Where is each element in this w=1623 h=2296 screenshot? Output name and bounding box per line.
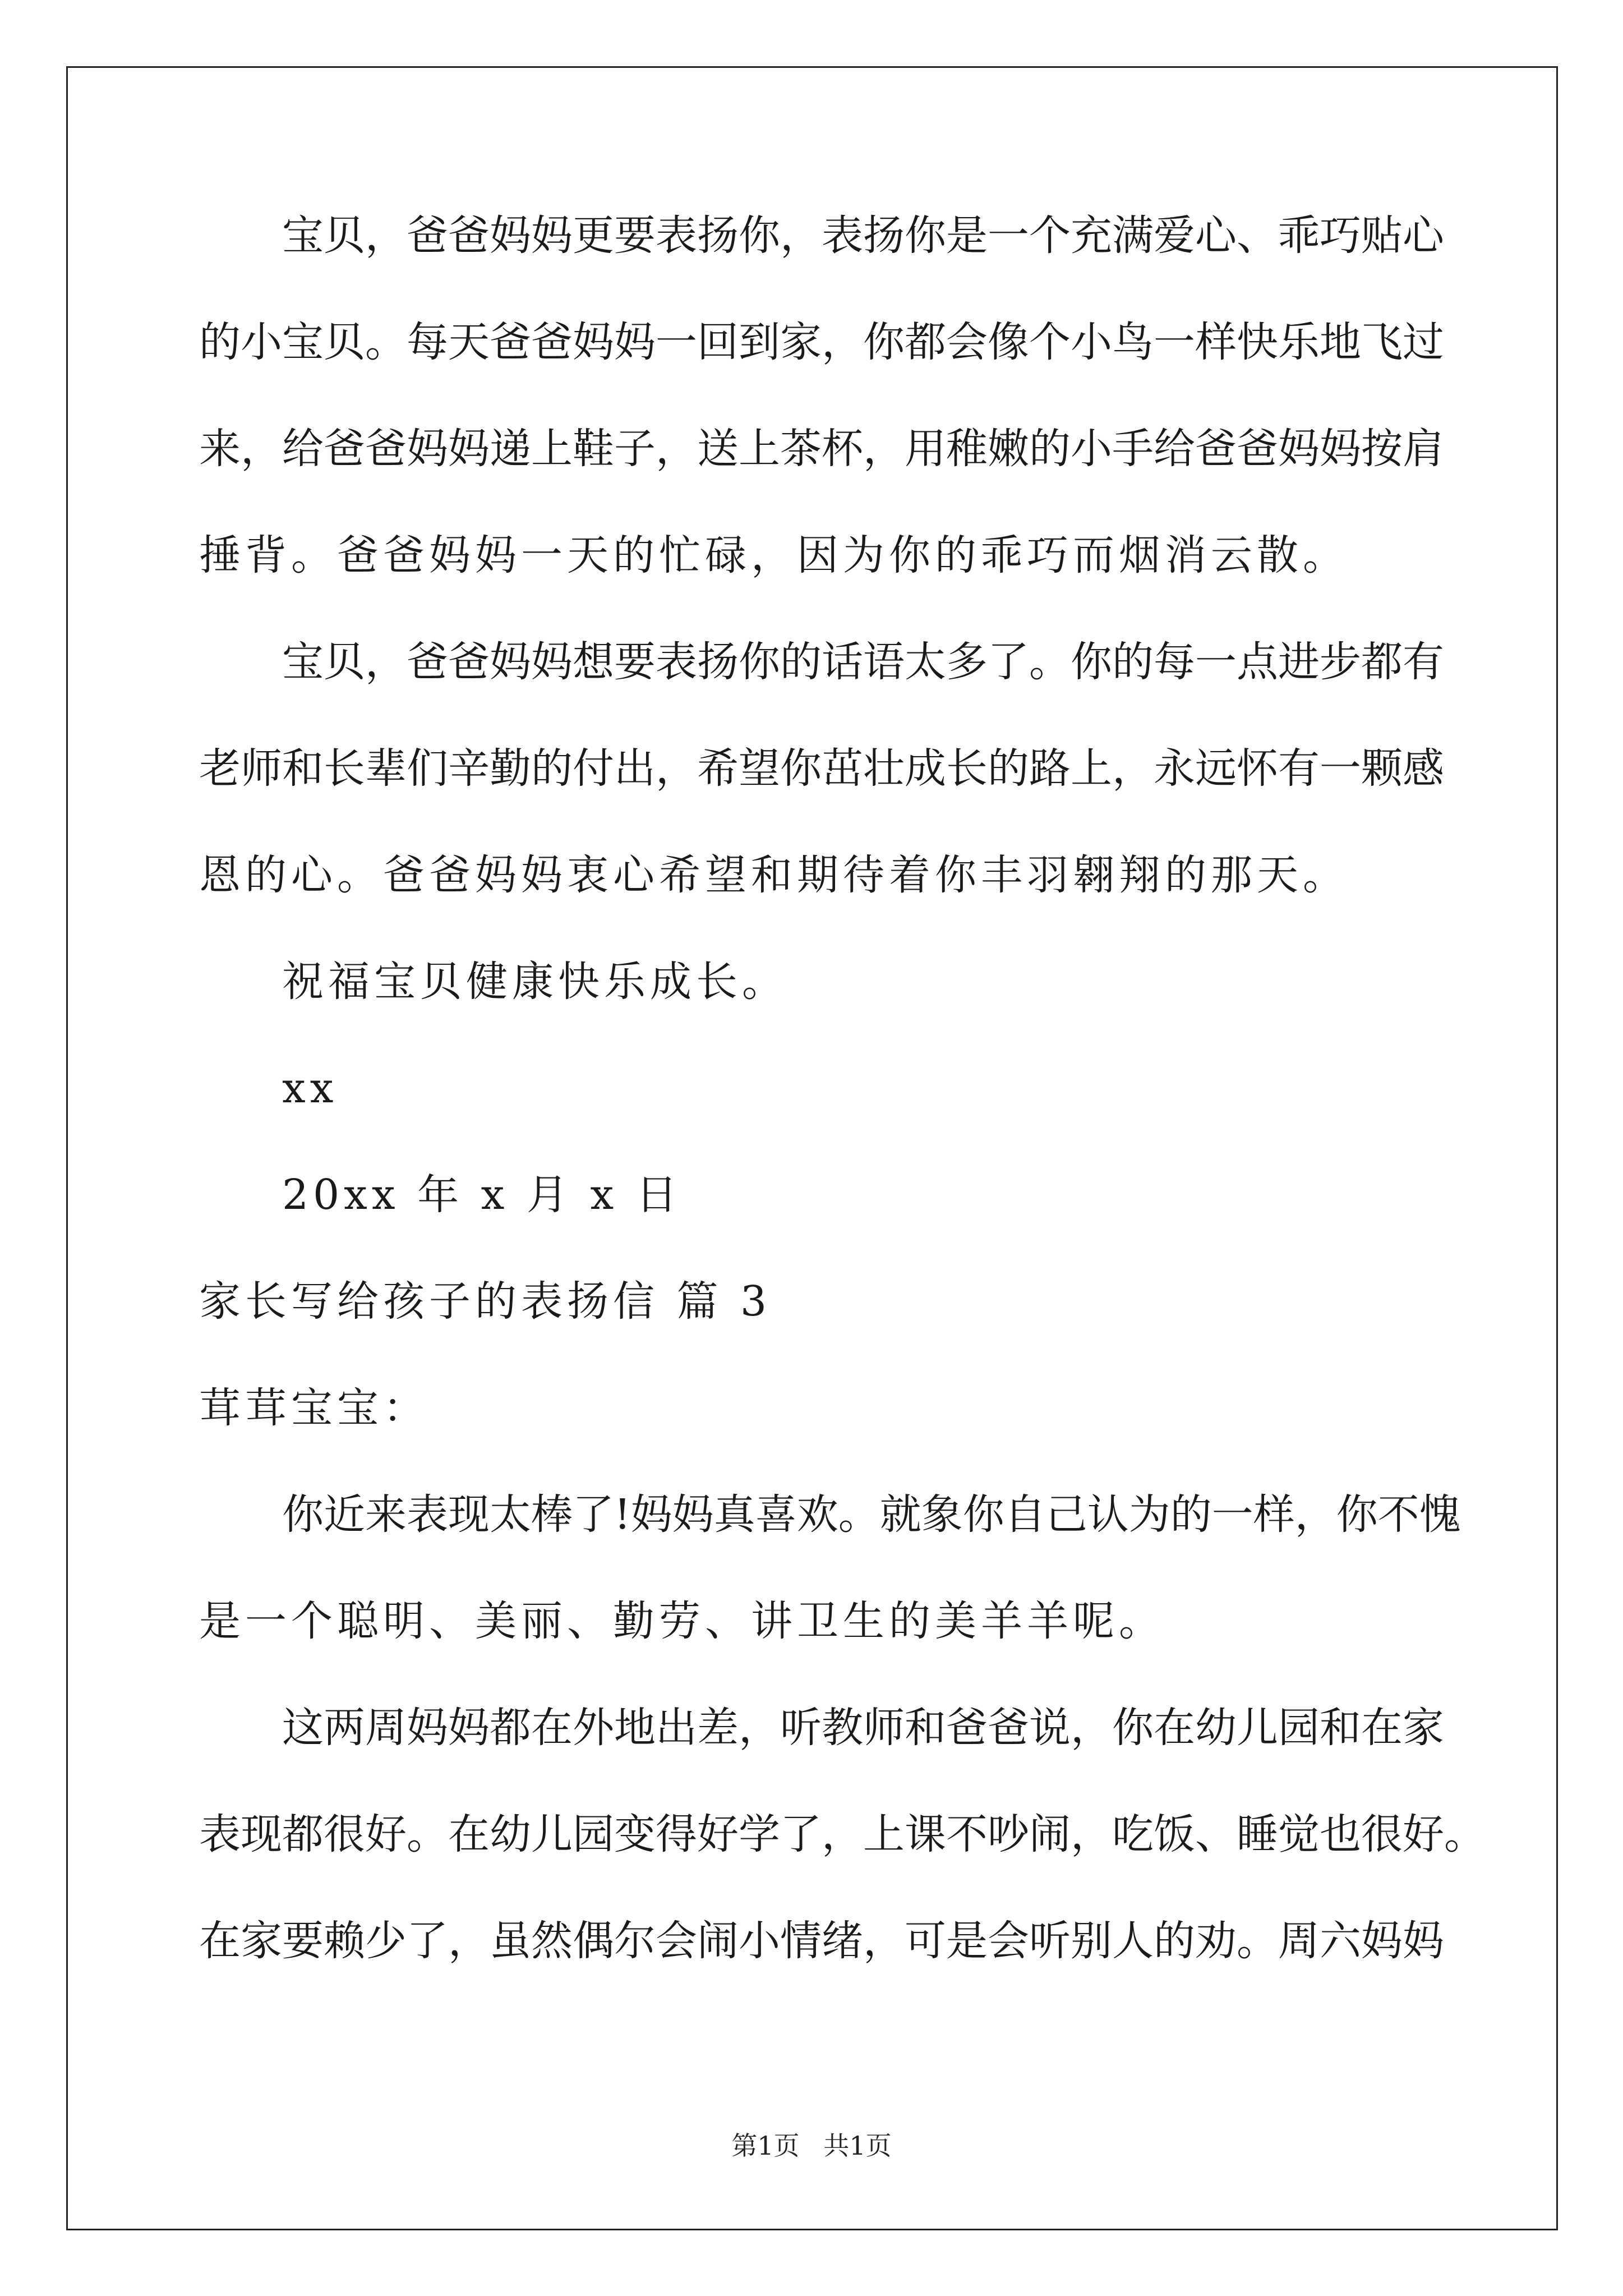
paragraph-line: 老师和长辈们辛勤的付出，希望你茁壮成长的路上，永远怀有一颗感	[199, 744, 1444, 793]
paragraph-line: 宝贝，爸爸妈妈想要表扬你的话语太多了。你的每一点进步都有	[282, 638, 1444, 686]
paragraph-line: 的小宝贝。每天爸爸妈妈一回到家，你都会像个小鸟一样快乐地飞过	[199, 318, 1444, 366]
section-title: 家长写给孩子的表扬信 篇 3	[199, 1277, 772, 1326]
paragraph-line: 在家要赖少了，虽然偶尔会闹小情绪，可是会听别人的劝。周六妈妈	[199, 1917, 1444, 1965]
page-number-total: 共1页	[823, 2131, 892, 2161]
blessing-line: 祝福宝贝健康快乐成长。	[282, 958, 788, 1006]
paragraph-line: 是一个聪明、美丽、勤劳、讲卫生的美羊羊呢。	[199, 1597, 1165, 1645]
page-border	[66, 66, 1558, 2230]
page-footer	[0, 2129, 1623, 2162]
paragraph-line: 这两周妈妈都在外地出差，听教师和爸爸说，你在幼儿园和在家	[282, 1704, 1444, 1752]
paragraph-line: 捶背。爸爸妈妈一天的忙碌，因为你的乖巧而烟消云散。	[199, 531, 1349, 579]
paragraph-line: 你近来表现太棒了!妈妈真喜欢。就象你自己认为的一样，你不愧	[282, 1490, 1461, 1539]
paragraph-line: 恩的心。爸爸妈妈衷心希望和期待着你丰羽翱翔的那天。	[199, 851, 1349, 899]
date-line: 20xx 年 x 月 x 日	[282, 1171, 682, 1219]
page-number-current: 第1页	[731, 2131, 800, 2161]
paragraph-line: 来，给爸爸妈妈递上鞋子，送上茶杯，用稚嫩的小手给爸爸妈妈按肩	[199, 425, 1444, 473]
signature: xx	[282, 1064, 338, 1112]
salutation: 茸茸宝宝：	[199, 1384, 429, 1432]
paragraph-line: 宝贝，爸爸妈妈更要表扬你，表扬你是一个充满爱心、乖巧贴心	[282, 211, 1444, 260]
paragraph-line: 表现都很好。在幼儿园变得好学了，上课不吵闹，吃饭、睡觉也很好。	[199, 1810, 1486, 1858]
